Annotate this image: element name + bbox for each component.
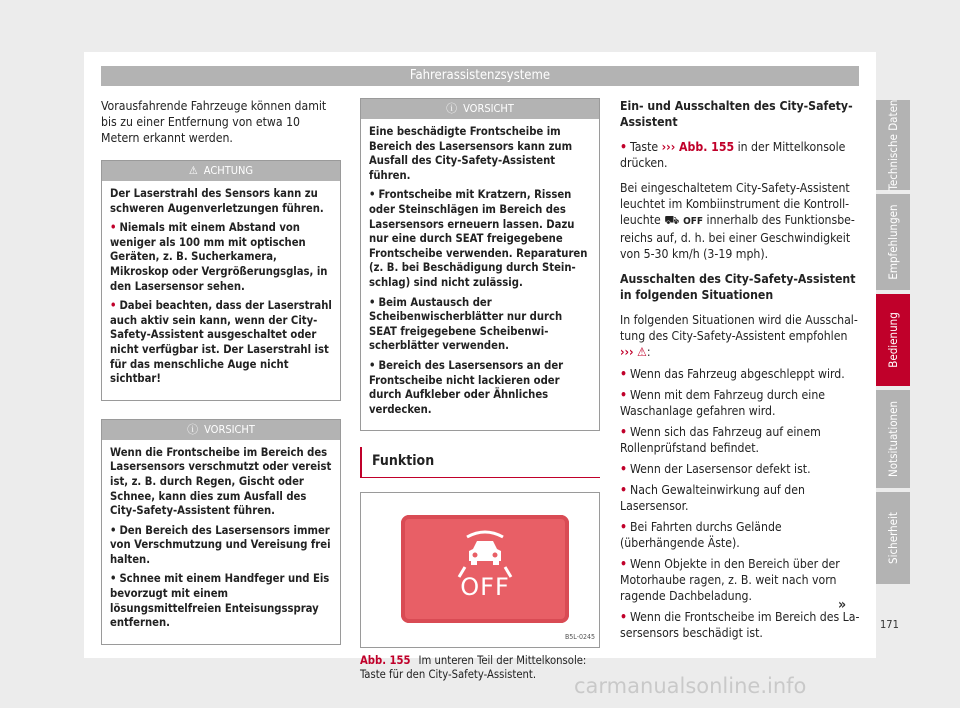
situation-item: • Nach Gewalteinwirkung auf den Lasersensor. (620, 483, 805, 513)
warning-triangle-icon: ⚠ (637, 345, 647, 359)
page-header: Fahrerassistenzsysteme (101, 66, 859, 86)
bullet-icon: • (369, 295, 376, 309)
situation-item: • Wenn mit dem Fahrzeug durch eine Waschanlage gefahren wird. (620, 388, 826, 418)
caution-item: • Beim Austausch der Scheibenwischerblätter nur durch SEAT freigegebene Scheibenwischerblätter verwenden. (369, 295, 563, 353)
caution-item: • Frontscheibe mit Kratzern, Rissen oder Steinschlägen im Bereich des Lasersensors erneuern lassen. Dazu nur eine durch SEAT freigegebene Frontscheibe verwenden. Reparaturen (z. B. bei Beschädigung durch Steinschlag) sind nicht zulässig. (369, 188, 588, 289)
tab-sicherheit[interactable]: Sicherheit (876, 492, 910, 584)
warning-reference-link[interactable]: ››› (620, 345, 634, 359)
city-safety-off-button (401, 515, 569, 623)
bullet-icon: • (369, 358, 376, 372)
page-number: 171 (880, 618, 899, 631)
situation-item: • Wenn sich das Fahrzeug auf einem Rollenprüfstand befindet. (620, 425, 821, 455)
caution-title: VORSICHT (204, 422, 255, 436)
caution-box-middle (360, 98, 600, 431)
info-circle-icon: ⓘ (187, 422, 199, 436)
column-right (620, 98, 860, 646)
section-title-funktion: Funktion (360, 447, 600, 478)
caution-lead: Eine beschädigte Frontscheibe im Bereich des Lasersensors kann zum Ausfall des City-Safety-Assistent führen. (369, 125, 573, 182)
column-left (101, 98, 341, 661)
heading-on-off: Ein- und Ausschalten des City-Safety-Assistent (620, 99, 853, 129)
intro-text: Vorausfahrende Fahrzeuge können damit bis zu einer Entfernung von etwa 10 Metern erkannt werden. (101, 99, 327, 145)
situation-item: • Wenn der Lasersensor defekt ist. (620, 462, 811, 476)
tab-notsituationen[interactable]: Notsituationen (876, 390, 910, 488)
warning-title: ACHTUNG (203, 164, 254, 177)
switch-off-intro: In folgenden Situationen wird die Ausschaltung des City-Safety-Assistent empfohlen ››› ⚠: (620, 313, 858, 359)
warning-lead: Der Laserstrahl des Sensors kann zu schweren Augenverletzungen führen. (110, 187, 324, 215)
situation-item: • Wenn Objekte in den Bereich über der Motorhaube ragen, z. B. weit nach vorn ragende Dachbeladung. (620, 557, 840, 603)
off-label: OFF (460, 573, 510, 602)
caution-item: • Schnee mit einem Handfeger und Eis bevorzugt mit einem lösungsmittelfreien Enteisungsspray entfernen. (110, 572, 330, 630)
bullet-icon: • (620, 483, 628, 497)
indicator-paragraph: Bei eingeschaltetem City-Safety-Assistent leuchtet im Kombiinstrument die Kontrollleuchte ⛟ OFF innerhalb des Funktionsbereichs auf, d. h. bei einer Geschwindigkeit von 5-30 km/h (3-19 mph). (620, 181, 855, 261)
column-middle (360, 98, 600, 682)
caution-item: • Den Bereich des Lasersensors immer von Verschmutzung und Vereisung frei halten. (110, 523, 331, 566)
bullet-icon: • (110, 221, 117, 235)
bullet-icon: • (620, 367, 628, 381)
bullet-icon: • (620, 140, 628, 154)
caution-lead: Wenn die Frontscheibe im Bereich des Lasersensors verschmutzt oder vereist ist, z. B. durch Regen, Gischt oder Schnee, kann dies zum Ausfall des City-Safety-Assistent führen. (110, 445, 332, 518)
tab-technische-daten[interactable]: Technische Daten (876, 100, 910, 190)
warning-triangle-icon: ⚠ (188, 164, 198, 177)
caution-box-left (101, 419, 341, 645)
figure-off-button (360, 492, 600, 648)
bullet-icon: • (110, 572, 117, 586)
situation-list (620, 366, 860, 641)
figure-reference-link[interactable]: ››› Abb. 155 (661, 140, 735, 154)
bullet-icon: • (620, 425, 628, 439)
warning-item: • Dabei beachten, dass der Laserstrahl auch aktiv sein kann, wenn der City-Safety-Assistent ausgeschaltet oder nicht verfügbar ist. Der Laserstrahl ist für das menschliche Auge nicht sichtbar! (110, 299, 332, 386)
continued-marker: » (838, 597, 847, 613)
city-safety-indicator-icon: ⛟ (664, 213, 680, 227)
bullet-icon: • (620, 610, 628, 624)
figure-code: B5L-0245 (564, 633, 595, 642)
situation-item: • Wenn die Frontscheibe im Bereich des Lasersensors beschädigt ist. (620, 610, 860, 640)
bullet-icon: • (369, 188, 376, 202)
bullet-icon: • (620, 520, 628, 534)
figure-caption: Abb. 155 Im unteren Teil der Mittelkonsole: Taste für den City-Safety-Assistent. (360, 654, 587, 682)
warning-item: • Niemals mit einem Abstand von weniger als 100 mm mit optischen Geräten, z. B. Sucherkamera, Mikroskop oder Vergrößerungsglas, in den Lasersensor sehen. (110, 221, 328, 293)
press-instruction: • Taste ››› Abb. 155 in der Mittelkonsole drücken. (620, 140, 846, 170)
section-tabs (876, 100, 910, 588)
tab-bedienung[interactable]: Bedienung (876, 294, 910, 386)
heading-switch-off: Ausschalten des City-Safety-Assistent in folgenden Situationen (620, 272, 856, 302)
situation-item: • Wenn das Fahrzeug abgeschleppt wird. (620, 367, 845, 381)
info-circle-icon: ⓘ (446, 102, 458, 115)
bullet-icon: • (620, 557, 628, 571)
bullet-icon: • (110, 523, 117, 537)
bullet-icon: • (620, 462, 628, 476)
warning-box (101, 160, 341, 401)
bullet-icon: • (110, 299, 117, 313)
indicator-off-label: OFF (683, 216, 704, 227)
watermark: carmanualsonline.info (574, 674, 807, 698)
bullet-icon: • (620, 388, 628, 402)
situation-item: • Bei Fahrten durchs Gelände (überhängende Äste). (620, 520, 782, 550)
tab-empfehlungen[interactable]: Empfehlungen (876, 194, 910, 290)
caution-title: VORSICHT (463, 102, 514, 115)
caution-item: • Bereich des Lasersensors an der Frontscheibe nicht lackieren oder durch Aufkleber oder Ähnliches verdecken. (369, 358, 564, 416)
